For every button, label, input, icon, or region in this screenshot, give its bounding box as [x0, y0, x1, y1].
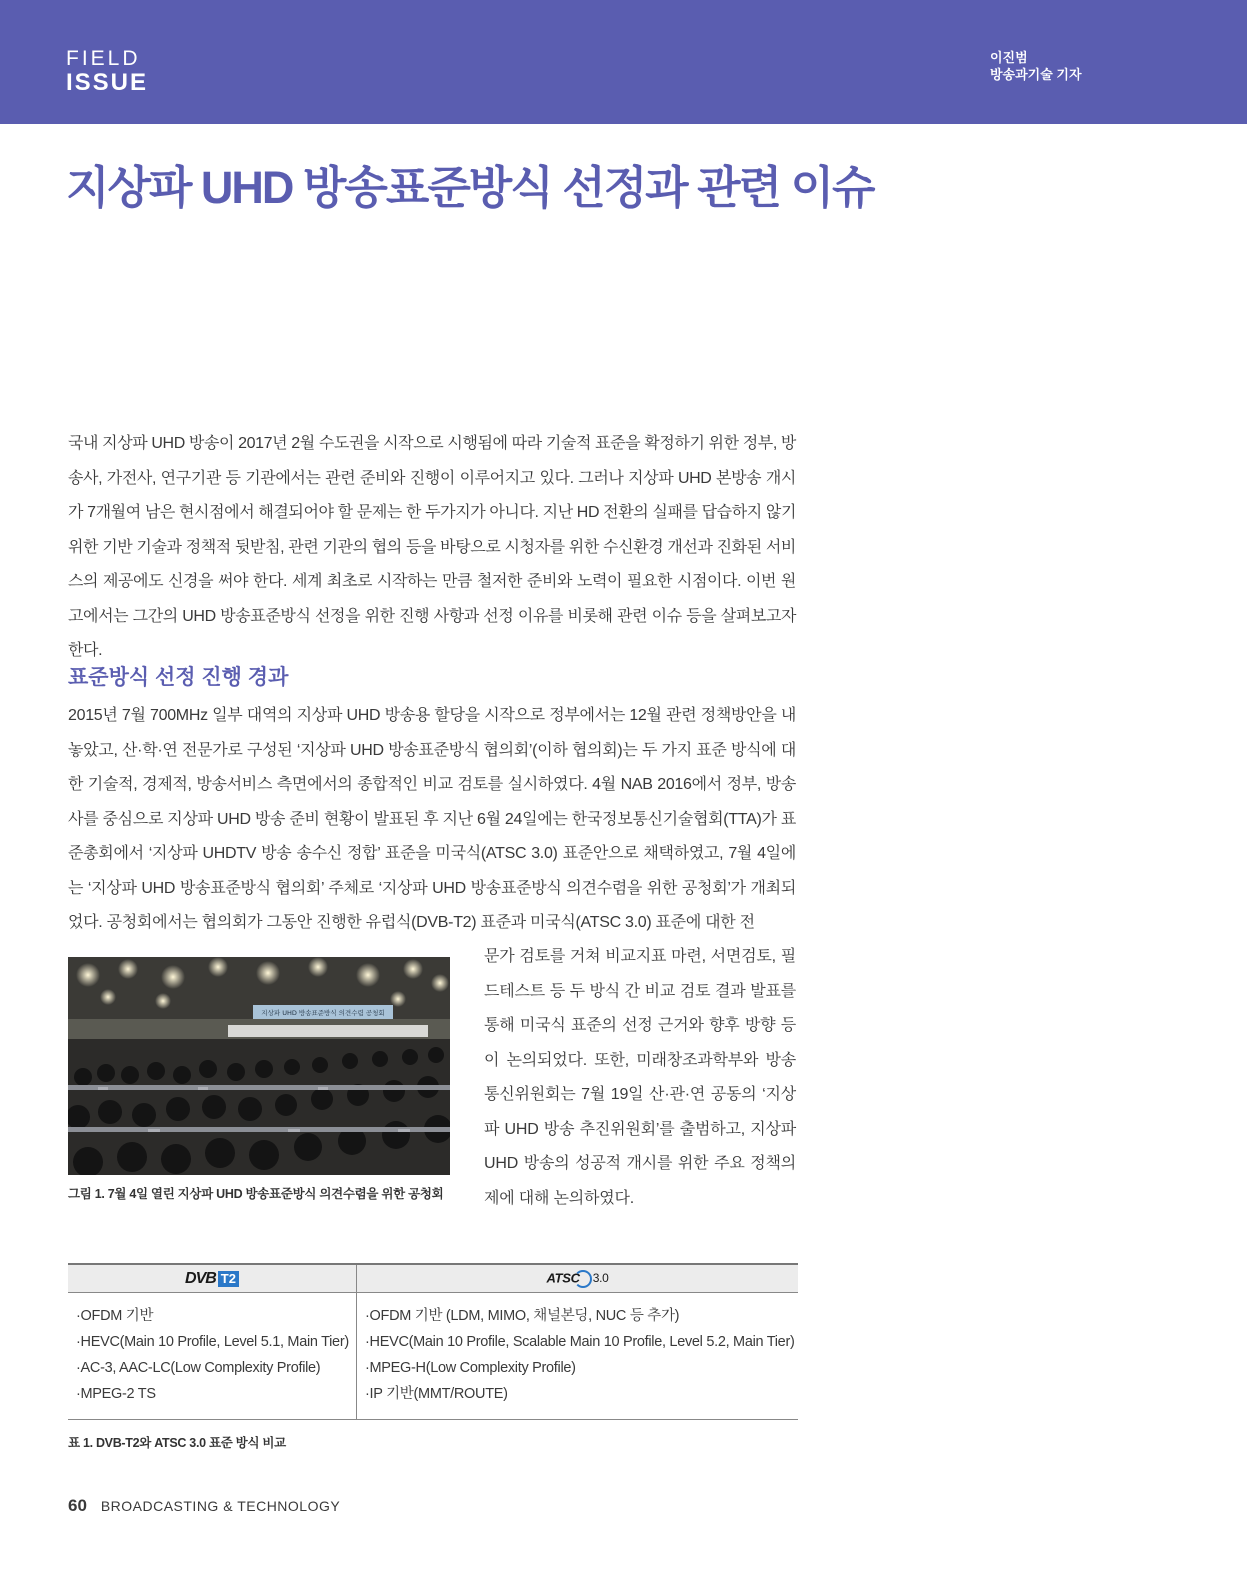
banner-text: 지상파 UHD 방송표준방식 의견수렴 공청회: [261, 1009, 385, 1017]
lead-paragraph: 국내 지상파 UHD 방송이 2017년 2월 수도권을 시작으로 시행됨에 따라 기술적 표준을 확정하기 위한 정부, 방송사, 가전사, 연구기관 등 기관에서는 관련 준비와 진행이 이루어지고 있다. 그러나 지상파 UHD 본방송 개시가 7개월여 남은 현시점에서 해결되어야 할 문제는 한 두가지가 아니다. 지난 HD 전환의 실패를 답습하지 않기 위한 기반 기술과 정책적 뒷받침, 관련 기관의 협의 등을 바탕으로 시청자를 위한 수신환경 개선과 진화된 서비스의 제공에도 신경을 써야 한다. 세계 최초로 시작하는 만큼 철저한 준비와 노력이 필요한 시점이다. 이번 원고에서는 그간의 UHD 방송표준방식 선정을 위한 진행 사항과 선정 이유를 비롯해 관련 이슈 등을 살펴보고자 한다.: [68, 435, 796, 659]
t2-badge: T2: [218, 1271, 239, 1287]
page-number: 60: [68, 1496, 87, 1515]
page-footer: [68, 1496, 340, 1516]
dvb-logo-text: DVB: [185, 1269, 216, 1287]
table-row: [68, 1293, 798, 1420]
list-item: ·OFDM 기반: [76, 1308, 154, 1324]
atsc-features: [357, 1293, 799, 1420]
byline: [990, 49, 1082, 83]
dvb-t2-features: [68, 1293, 357, 1420]
table-header-row: [68, 1264, 798, 1293]
list-item: ·MPEG-2 TS: [76, 1386, 156, 1402]
figure-caption: 그림 1. 7월 4일 열린 지상파 UHD 방송표준방식 의견수렴을 위한 공청회: [68, 1187, 444, 1201]
body-paragraph-side: 문가 검토를 거쳐 비교지표 마련, 서면검토, 필드테스트 등 두 방식 간 비교 검토 결과 발표를 통해 미국식 표준의 선정 근거와 향후 방향 등이 논의되었다. 또한, 미래창조과학부와 방송통신위원회는 7월 19일 산·관·연 공동의 ‘지상파 UHD 방송 추진위원회’를 출범하고, 지상파 UHD 방송의 성공적 개시를 위한 주요 정책의 제에 대해 논의하였다.: [484, 948, 796, 1207]
section-heading: 표준방식 선정 진행 경과: [68, 666, 289, 689]
section-label-line1: FIELD: [66, 47, 141, 70]
list-item: ·OFDM 기반 (LDM, MIMO, 채널본딩, NUC 등 추가): [365, 1308, 680, 1324]
list-item: ·AC-3, AAC-LC(Low Complexity Profile): [76, 1360, 321, 1376]
dvb-t2-logo: [68, 1264, 357, 1293]
hearing-photo-illustration: [68, 957, 450, 1175]
atsc-logo-text: ATSC: [546, 1269, 580, 1285]
table-caption: 표 1. DVB-T2와 ATSC 3.0 표준 방식 비교: [68, 1436, 286, 1450]
hearing-photo: [68, 957, 450, 1175]
publication-name: BROADCASTING & TECHNOLOGY: [100, 1498, 341, 1514]
section-label: [66, 48, 148, 95]
comparison-table: [68, 1263, 798, 1420]
atsc-logo: [357, 1264, 799, 1293]
body-paragraph-top: 2015년 7월 700MHz 일부 대역의 지상파 UHD 방송용 할당을 시작으로 정부에서는 12월 관련 정책방안을 내놓았고, 산·학·연 전문가로 구성된 ‘지상파 UHD 방송표준방식 협의회’(이하 협의회)는 두 가지 표준 방식에 대한 기술적, 경제적, 방송서비스 측면에서의 종합적인 비교 검토를 실시하였다. 4월 NAB 2016에서 정부, 방송사를 중심으로 지상파 UHD 방송 준비 현황이 발표된 후 지난 6월 24일에는 한국정보통신기술협회(TTA)가 표준총회에서 ‘지상파 UHDTV 방송 송수신 정합’ 표준을 미국식(ATSC 3.0) 표준안으로 채택하였고, 7월 4일에는 ‘지상파 UHD 방송표준방식 협의회’ 주체로 ‘지상파 UHD 방송표준방식 의견수렴을 위한 공청회’가 개최되었다. 공청회에서는 협의회가 그동안 진행한 유럽식(DVB-T2) 표준과 미국식(ATSC 3.0) 표준에 대한 전: [68, 707, 797, 931]
list-item: ·HEVC(Main 10 Profile, Scalable Main 10 Profile, Level 5.2, Main Tier): [365, 1334, 795, 1350]
atsc-ring-icon: [574, 1270, 592, 1288]
article-title: 지상파 UHD 방송표준방식 선정과 관련 이슈: [66, 162, 874, 213]
list-item: ·HEVC(Main 10 Profile, Level 5.1, Main Tier): [76, 1334, 349, 1350]
list-item: ·MPEG-H(Low Complexity Profile): [365, 1360, 576, 1376]
list-item: ·IP 기반(MMT/ROUTE): [365, 1386, 508, 1402]
section-label-line2: ISSUE: [66, 69, 149, 96]
atsc-version: 3.0: [592, 1270, 609, 1285]
author-role: 방송과기술 기자: [990, 67, 1082, 82]
author-name: 이진범: [990, 50, 1028, 65]
